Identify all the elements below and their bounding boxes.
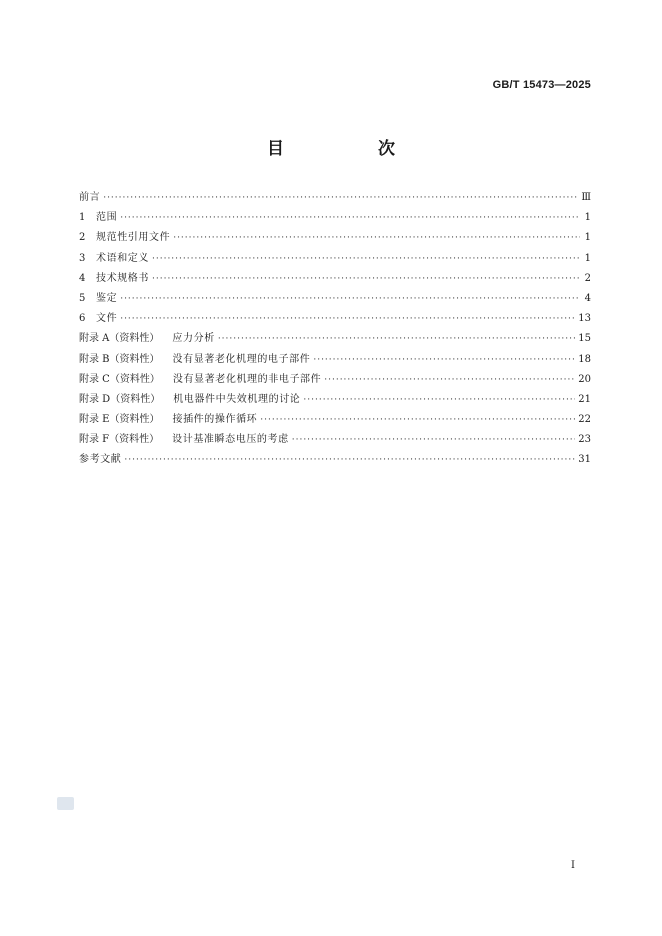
toc-entry-annex-label: 附录 D（资料性） <box>79 393 161 405</box>
toc-entry-annex-label: 附录 E（资料性） <box>79 414 160 426</box>
toc-dot-leader <box>292 435 576 445</box>
toc-entry-number: 5 <box>79 292 86 304</box>
toc-entry[interactable] <box>79 188 591 208</box>
toc-dot-leader <box>152 254 580 264</box>
toc-entry-annex-label: 附录 B（资料性） <box>79 353 160 365</box>
toc-entry-title: 技术规格书 <box>96 272 149 284</box>
toc-dot-leader <box>173 233 580 243</box>
toc-entry-page: 22 <box>578 414 591 426</box>
toc-entry[interactable] <box>79 450 591 470</box>
toc-dot-leader <box>120 294 580 304</box>
toc-dot-leader <box>218 334 575 344</box>
toc-entry-page: 15 <box>578 333 591 345</box>
toc-entry[interactable] <box>79 350 591 370</box>
toc-entry-page: 23 <box>578 434 591 446</box>
toc-entry-page: 21 <box>578 393 591 405</box>
toc-entry-title: 术语和定义 <box>96 252 149 264</box>
toc-entry-annex-label: 附录 F（资料性） <box>79 434 160 446</box>
toc-entry-title: 设计基准瞬态电压的考虑 <box>172 434 289 446</box>
toc-entry-title: 文件 <box>96 313 118 325</box>
toc-entry-page: 1 <box>584 252 591 264</box>
toc-entry[interactable] <box>79 430 591 450</box>
toc-entry-title: 前言 <box>79 192 101 203</box>
toc-entry-title: 范围 <box>96 212 118 224</box>
toc-entry-number: 2 <box>79 232 86 244</box>
toc-entry[interactable] <box>79 208 591 228</box>
toc-entry-title: 接插件的操作循环 <box>172 414 258 426</box>
toc-entry-page: 1 <box>584 232 591 244</box>
toc-entry[interactable] <box>79 329 591 349</box>
toc-entry[interactable] <box>79 309 591 329</box>
toc-dot-leader <box>313 355 575 365</box>
toc-dot-leader <box>103 193 578 203</box>
toc-entry[interactable] <box>79 228 591 248</box>
toc-entry-page: Ⅲ <box>581 192 591 203</box>
toc-entry-title: 没有显著老化机理的电子部件 <box>172 353 311 365</box>
toc-dot-leader <box>120 314 575 324</box>
toc-entry-number: 3 <box>79 252 86 264</box>
page-number: I <box>571 860 575 871</box>
toc-entry-title: 规范性引用文件 <box>96 232 171 244</box>
toc-entry[interactable] <box>79 390 591 410</box>
toc-entry-page: 2 <box>584 272 591 284</box>
table-of-contents <box>79 188 591 471</box>
toc-entry[interactable] <box>79 289 591 309</box>
toc-entry-title: 没有显著老化机理的非电子部件 <box>172 373 322 385</box>
toc-entry[interactable] <box>79 249 591 269</box>
toc-dot-leader <box>260 415 575 425</box>
watermark-logo-icon <box>57 797 74 810</box>
toc-entry-number: 4 <box>79 272 86 284</box>
toc-dot-leader <box>120 213 580 223</box>
toc-entry-page: 20 <box>578 373 591 385</box>
toc-entry-page: 31 <box>578 454 591 466</box>
toc-entry[interactable] <box>79 410 591 430</box>
toc-entry-title: 鉴定 <box>96 292 118 304</box>
toc-dot-leader <box>124 455 575 465</box>
toc-entry-number: 1 <box>79 212 86 224</box>
document-code: GB/T 15473—2025 <box>492 79 591 91</box>
toc-entry[interactable] <box>79 269 591 289</box>
toc-entry-page: 1 <box>584 212 591 224</box>
toc-entry-title: 应力分析 <box>172 333 215 345</box>
toc-entry-annex-label: 附录 C（资料性） <box>79 373 160 385</box>
toc-dot-leader <box>324 375 575 385</box>
toc-entry-annex-label: 附录 A（资料性） <box>79 333 160 345</box>
toc-entry-title: 参考文献 <box>79 454 122 466</box>
toc-entry[interactable] <box>79 370 591 390</box>
toc-entry-page: 18 <box>578 353 591 365</box>
toc-entry-page: 4 <box>584 292 591 304</box>
toc-dot-leader <box>152 274 580 284</box>
toc-dot-leader <box>303 395 575 405</box>
toc-entry-number: 6 <box>79 313 86 325</box>
toc-title: 目 次 <box>267 139 439 159</box>
toc-entry-page: 13 <box>578 313 591 325</box>
toc-entry-title: 机电器件中失效机理的讨论 <box>173 393 301 405</box>
